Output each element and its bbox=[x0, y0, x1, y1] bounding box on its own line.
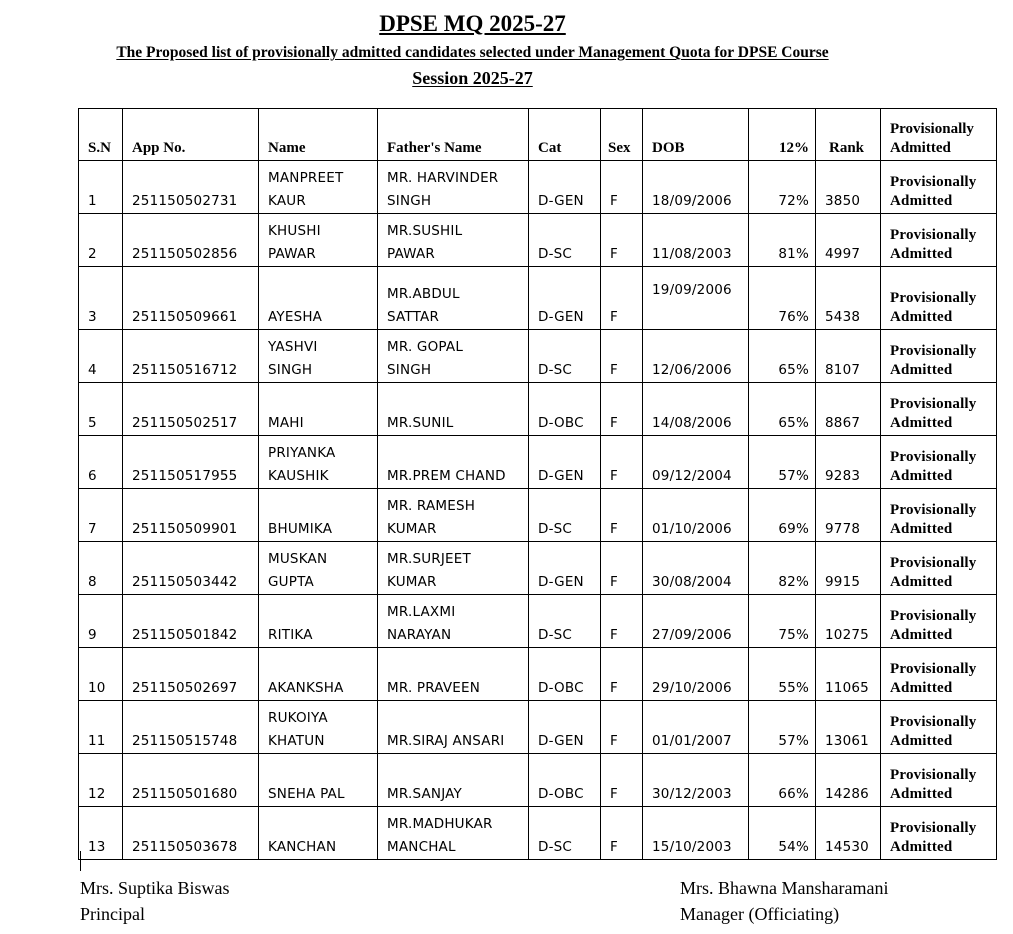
cell-sex: F bbox=[601, 754, 643, 807]
cell-status: Provisionally Admitted bbox=[881, 161, 997, 214]
cell-app-no: 251150509661 bbox=[123, 267, 259, 330]
cell-rank: 11065 bbox=[816, 648, 881, 701]
cell-12-percent: 55% bbox=[749, 648, 816, 701]
cell-rank: 10275 bbox=[816, 595, 881, 648]
cell-status: Provisionally Admitted bbox=[881, 754, 997, 807]
cell-status: Provisionally Admitted bbox=[881, 542, 997, 595]
cell-app-no: 251150503442 bbox=[123, 542, 259, 595]
cell-sex: F bbox=[601, 161, 643, 214]
principal-name: Mrs. Suptika Biswas bbox=[80, 878, 230, 898]
cell-sex: F bbox=[601, 330, 643, 383]
cell-sn: 5 bbox=[79, 383, 123, 436]
cell-rank: 9283 bbox=[816, 436, 881, 489]
cell-rank: 5438 bbox=[816, 267, 881, 330]
col-cat: Cat bbox=[529, 109, 601, 161]
cell-fathers-name: MR.PREM CHAND bbox=[378, 436, 529, 489]
cell-app-no: 251150502856 bbox=[123, 214, 259, 267]
cell-status: Provisionally Admitted bbox=[881, 267, 997, 330]
cell-cat: D-GEN bbox=[529, 267, 601, 330]
cell-dob: 15/10/2003 bbox=[643, 807, 749, 860]
cell-12-percent: 57% bbox=[749, 701, 816, 754]
cell-12-percent: 81% bbox=[749, 214, 816, 267]
cell-12-percent: 66% bbox=[749, 754, 816, 807]
col-fathers-name: Father's Name bbox=[378, 109, 529, 161]
table-row bbox=[79, 436, 997, 489]
cell-fathers-name: MR.LAXMI NARAYAN bbox=[378, 595, 529, 648]
col-rank: Rank bbox=[816, 109, 881, 161]
cell-sn: 6 bbox=[79, 436, 123, 489]
cell-dob: 11/08/2003 bbox=[643, 214, 749, 267]
cell-name: AYESHA bbox=[259, 267, 378, 330]
cell-rank: 3850 bbox=[816, 161, 881, 214]
table-row bbox=[79, 595, 997, 648]
cell-status: Provisionally Admitted bbox=[881, 436, 997, 489]
cell-dob: 01/01/2007 bbox=[643, 701, 749, 754]
cell-app-no: 251150503678 bbox=[123, 807, 259, 860]
cell-dob: 29/10/2006 bbox=[643, 648, 749, 701]
page-subtitle: The Proposed list of provisionally admitted candidates selected under Management Quota for DPSE Course bbox=[116, 44, 829, 61]
cell-app-no: 251150516712 bbox=[123, 330, 259, 383]
cell-rank: 8107 bbox=[816, 330, 881, 383]
session-label: Session 2025-27 bbox=[412, 68, 533, 88]
cell-status: Provisionally Admitted bbox=[881, 701, 997, 754]
cell-12-percent: 65% bbox=[749, 383, 816, 436]
cell-sex: F bbox=[601, 648, 643, 701]
cell-status: Provisionally Admitted bbox=[881, 807, 997, 860]
cell-fathers-name: MR.SURJEET KUMAR bbox=[378, 542, 529, 595]
cell-sn: 2 bbox=[79, 214, 123, 267]
table-body bbox=[79, 161, 997, 860]
cell-fathers-name: MR. HARVINDER SINGH bbox=[378, 161, 529, 214]
cell-dob: 09/12/2004 bbox=[643, 436, 749, 489]
cell-dob: 12/06/2006 bbox=[643, 330, 749, 383]
cell-name: KHUSHI PAWAR bbox=[259, 214, 378, 267]
cell-cat: D-GEN bbox=[529, 542, 601, 595]
cell-sex: F bbox=[601, 267, 643, 330]
cell-fathers-name: MR.SUSHIL PAWAR bbox=[378, 214, 529, 267]
cell-status: Provisionally Admitted bbox=[881, 383, 997, 436]
cell-app-no: 251150502697 bbox=[123, 648, 259, 701]
cell-12-percent: 65% bbox=[749, 330, 816, 383]
cell-sn: 9 bbox=[79, 595, 123, 648]
table-row bbox=[79, 489, 997, 542]
cell-12-percent: 57% bbox=[749, 436, 816, 489]
cell-name: YASHVI SINGH bbox=[259, 330, 378, 383]
cell-dob: 19/09/2006 bbox=[643, 267, 749, 330]
cell-app-no: 251150517955 bbox=[123, 436, 259, 489]
cell-12-percent: 72% bbox=[749, 161, 816, 214]
cell-fathers-name: MR.MADHUKAR MANCHAL bbox=[378, 807, 529, 860]
cell-sn: 13 bbox=[79, 807, 123, 860]
cell-name: MUSKAN GUPTA bbox=[259, 542, 378, 595]
cell-cat: D-GEN bbox=[529, 701, 601, 754]
cell-cat: D-SC bbox=[529, 330, 601, 383]
cell-sn: 7 bbox=[79, 489, 123, 542]
cell-sex: F bbox=[601, 436, 643, 489]
table-row bbox=[79, 807, 997, 860]
cell-cat: D-SC bbox=[529, 489, 601, 542]
cell-12-percent: 75% bbox=[749, 595, 816, 648]
cell-rank: 14530 bbox=[816, 807, 881, 860]
table-row bbox=[79, 701, 997, 754]
cell-fathers-name: MR. RAMESH KUMAR bbox=[378, 489, 529, 542]
cell-rank: 14286 bbox=[816, 754, 881, 807]
cell-dob: 27/09/2006 bbox=[643, 595, 749, 648]
cell-dob: 01/10/2006 bbox=[643, 489, 749, 542]
cell-dob: 30/12/2003 bbox=[643, 754, 749, 807]
col-sn: S.N bbox=[79, 109, 123, 161]
cell-fathers-name: MR. GOPAL SINGH bbox=[378, 330, 529, 383]
cell-sn: 10 bbox=[79, 648, 123, 701]
cell-fathers-name: MR. PRAVEEN bbox=[378, 648, 529, 701]
text-cursor bbox=[80, 851, 81, 871]
cell-rank: 13061 bbox=[816, 701, 881, 754]
cell-app-no: 251150502517 bbox=[123, 383, 259, 436]
cell-sex: F bbox=[601, 489, 643, 542]
cell-dob: 14/08/2006 bbox=[643, 383, 749, 436]
cell-app-no: 251150502731 bbox=[123, 161, 259, 214]
table-row bbox=[79, 330, 997, 383]
cell-status: Provisionally Admitted bbox=[881, 214, 997, 267]
cell-name: RITIKA bbox=[259, 595, 378, 648]
cell-sn: 3 bbox=[79, 267, 123, 330]
cell-name: MANPREET KAUR bbox=[259, 161, 378, 214]
table-header-row bbox=[79, 109, 997, 161]
cell-cat: D-SC bbox=[529, 214, 601, 267]
cell-status: Provisionally Admitted bbox=[881, 648, 997, 701]
cell-12-percent: 69% bbox=[749, 489, 816, 542]
cell-cat: D-SC bbox=[529, 807, 601, 860]
cell-name: MAHI bbox=[259, 383, 378, 436]
signature-principal bbox=[80, 875, 230, 927]
cell-sn: 11 bbox=[79, 701, 123, 754]
cell-sn: 8 bbox=[79, 542, 123, 595]
cell-sn: 4 bbox=[79, 330, 123, 383]
cell-cat: D-OBC bbox=[529, 754, 601, 807]
table-row bbox=[79, 383, 997, 436]
cell-name: AKANKSHA bbox=[259, 648, 378, 701]
cell-sex: F bbox=[601, 807, 643, 860]
table-row bbox=[79, 161, 997, 214]
cell-name: BHUMIKA bbox=[259, 489, 378, 542]
cell-sn: 1 bbox=[79, 161, 123, 214]
cell-status: Provisionally Admitted bbox=[881, 595, 997, 648]
cell-cat: D-GEN bbox=[529, 161, 601, 214]
page-title: DPSE MQ 2025-27 bbox=[379, 11, 566, 36]
cell-sex: F bbox=[601, 542, 643, 595]
cell-cat: D-OBC bbox=[529, 648, 601, 701]
cell-fathers-name: MR.SANJAY bbox=[378, 754, 529, 807]
table-row bbox=[79, 648, 997, 701]
cell-app-no: 251150501680 bbox=[123, 754, 259, 807]
cell-status: Provisionally Admitted bbox=[881, 330, 997, 383]
manager-name: Mrs. Bhawna Mansharamani bbox=[680, 878, 889, 898]
cell-12-percent: 82% bbox=[749, 542, 816, 595]
cell-cat: D-OBC bbox=[529, 383, 601, 436]
signature-manager bbox=[680, 875, 888, 927]
table-row bbox=[79, 267, 997, 330]
col-12-percent: 12% bbox=[749, 109, 816, 161]
col-name: Name bbox=[259, 109, 378, 161]
cell-12-percent: 54% bbox=[749, 807, 816, 860]
cell-fathers-name: MR.ABDUL SATTAR bbox=[378, 267, 529, 330]
col-status: Provisionally Admitted bbox=[881, 109, 997, 161]
cell-sex: F bbox=[601, 595, 643, 648]
cell-cat: D-GEN bbox=[529, 436, 601, 489]
cell-rank: 9778 bbox=[816, 489, 881, 542]
col-app-no: App No. bbox=[123, 109, 259, 161]
cell-sex: F bbox=[601, 383, 643, 436]
cell-rank: 4997 bbox=[816, 214, 881, 267]
cell-sex: F bbox=[601, 701, 643, 754]
cell-fathers-name: MR.SIRAJ ANSARI bbox=[378, 701, 529, 754]
table-row bbox=[79, 754, 997, 807]
manager-title: Manager (Officiating) bbox=[680, 904, 840, 924]
cell-name: SNEHA PAL bbox=[259, 754, 378, 807]
cell-sex: F bbox=[601, 214, 643, 267]
col-sex: Sex bbox=[601, 109, 643, 161]
cell-12-percent: 76% bbox=[749, 267, 816, 330]
cell-dob: 18/09/2006 bbox=[643, 161, 749, 214]
cell-name: KANCHAN bbox=[259, 807, 378, 860]
principal-title: Principal bbox=[80, 904, 145, 924]
cell-dob: 30/08/2004 bbox=[643, 542, 749, 595]
cell-fathers-name: MR.SUNIL bbox=[378, 383, 529, 436]
table-row bbox=[79, 542, 997, 595]
col-dob: DOB bbox=[643, 109, 749, 161]
table-row bbox=[79, 214, 997, 267]
cell-status: Provisionally Admitted bbox=[881, 489, 997, 542]
cell-rank: 8867 bbox=[816, 383, 881, 436]
cell-name: PRIYANKA KAUSHIK bbox=[259, 436, 378, 489]
cell-cat: D-SC bbox=[529, 595, 601, 648]
admission-table bbox=[78, 108, 997, 860]
cell-sn: 12 bbox=[79, 754, 123, 807]
cell-app-no: 251150515748 bbox=[123, 701, 259, 754]
cell-app-no: 251150509901 bbox=[123, 489, 259, 542]
cell-name: RUKOIYA KHATUN bbox=[259, 701, 378, 754]
cell-rank: 9915 bbox=[816, 542, 881, 595]
cell-app-no: 251150501842 bbox=[123, 595, 259, 648]
